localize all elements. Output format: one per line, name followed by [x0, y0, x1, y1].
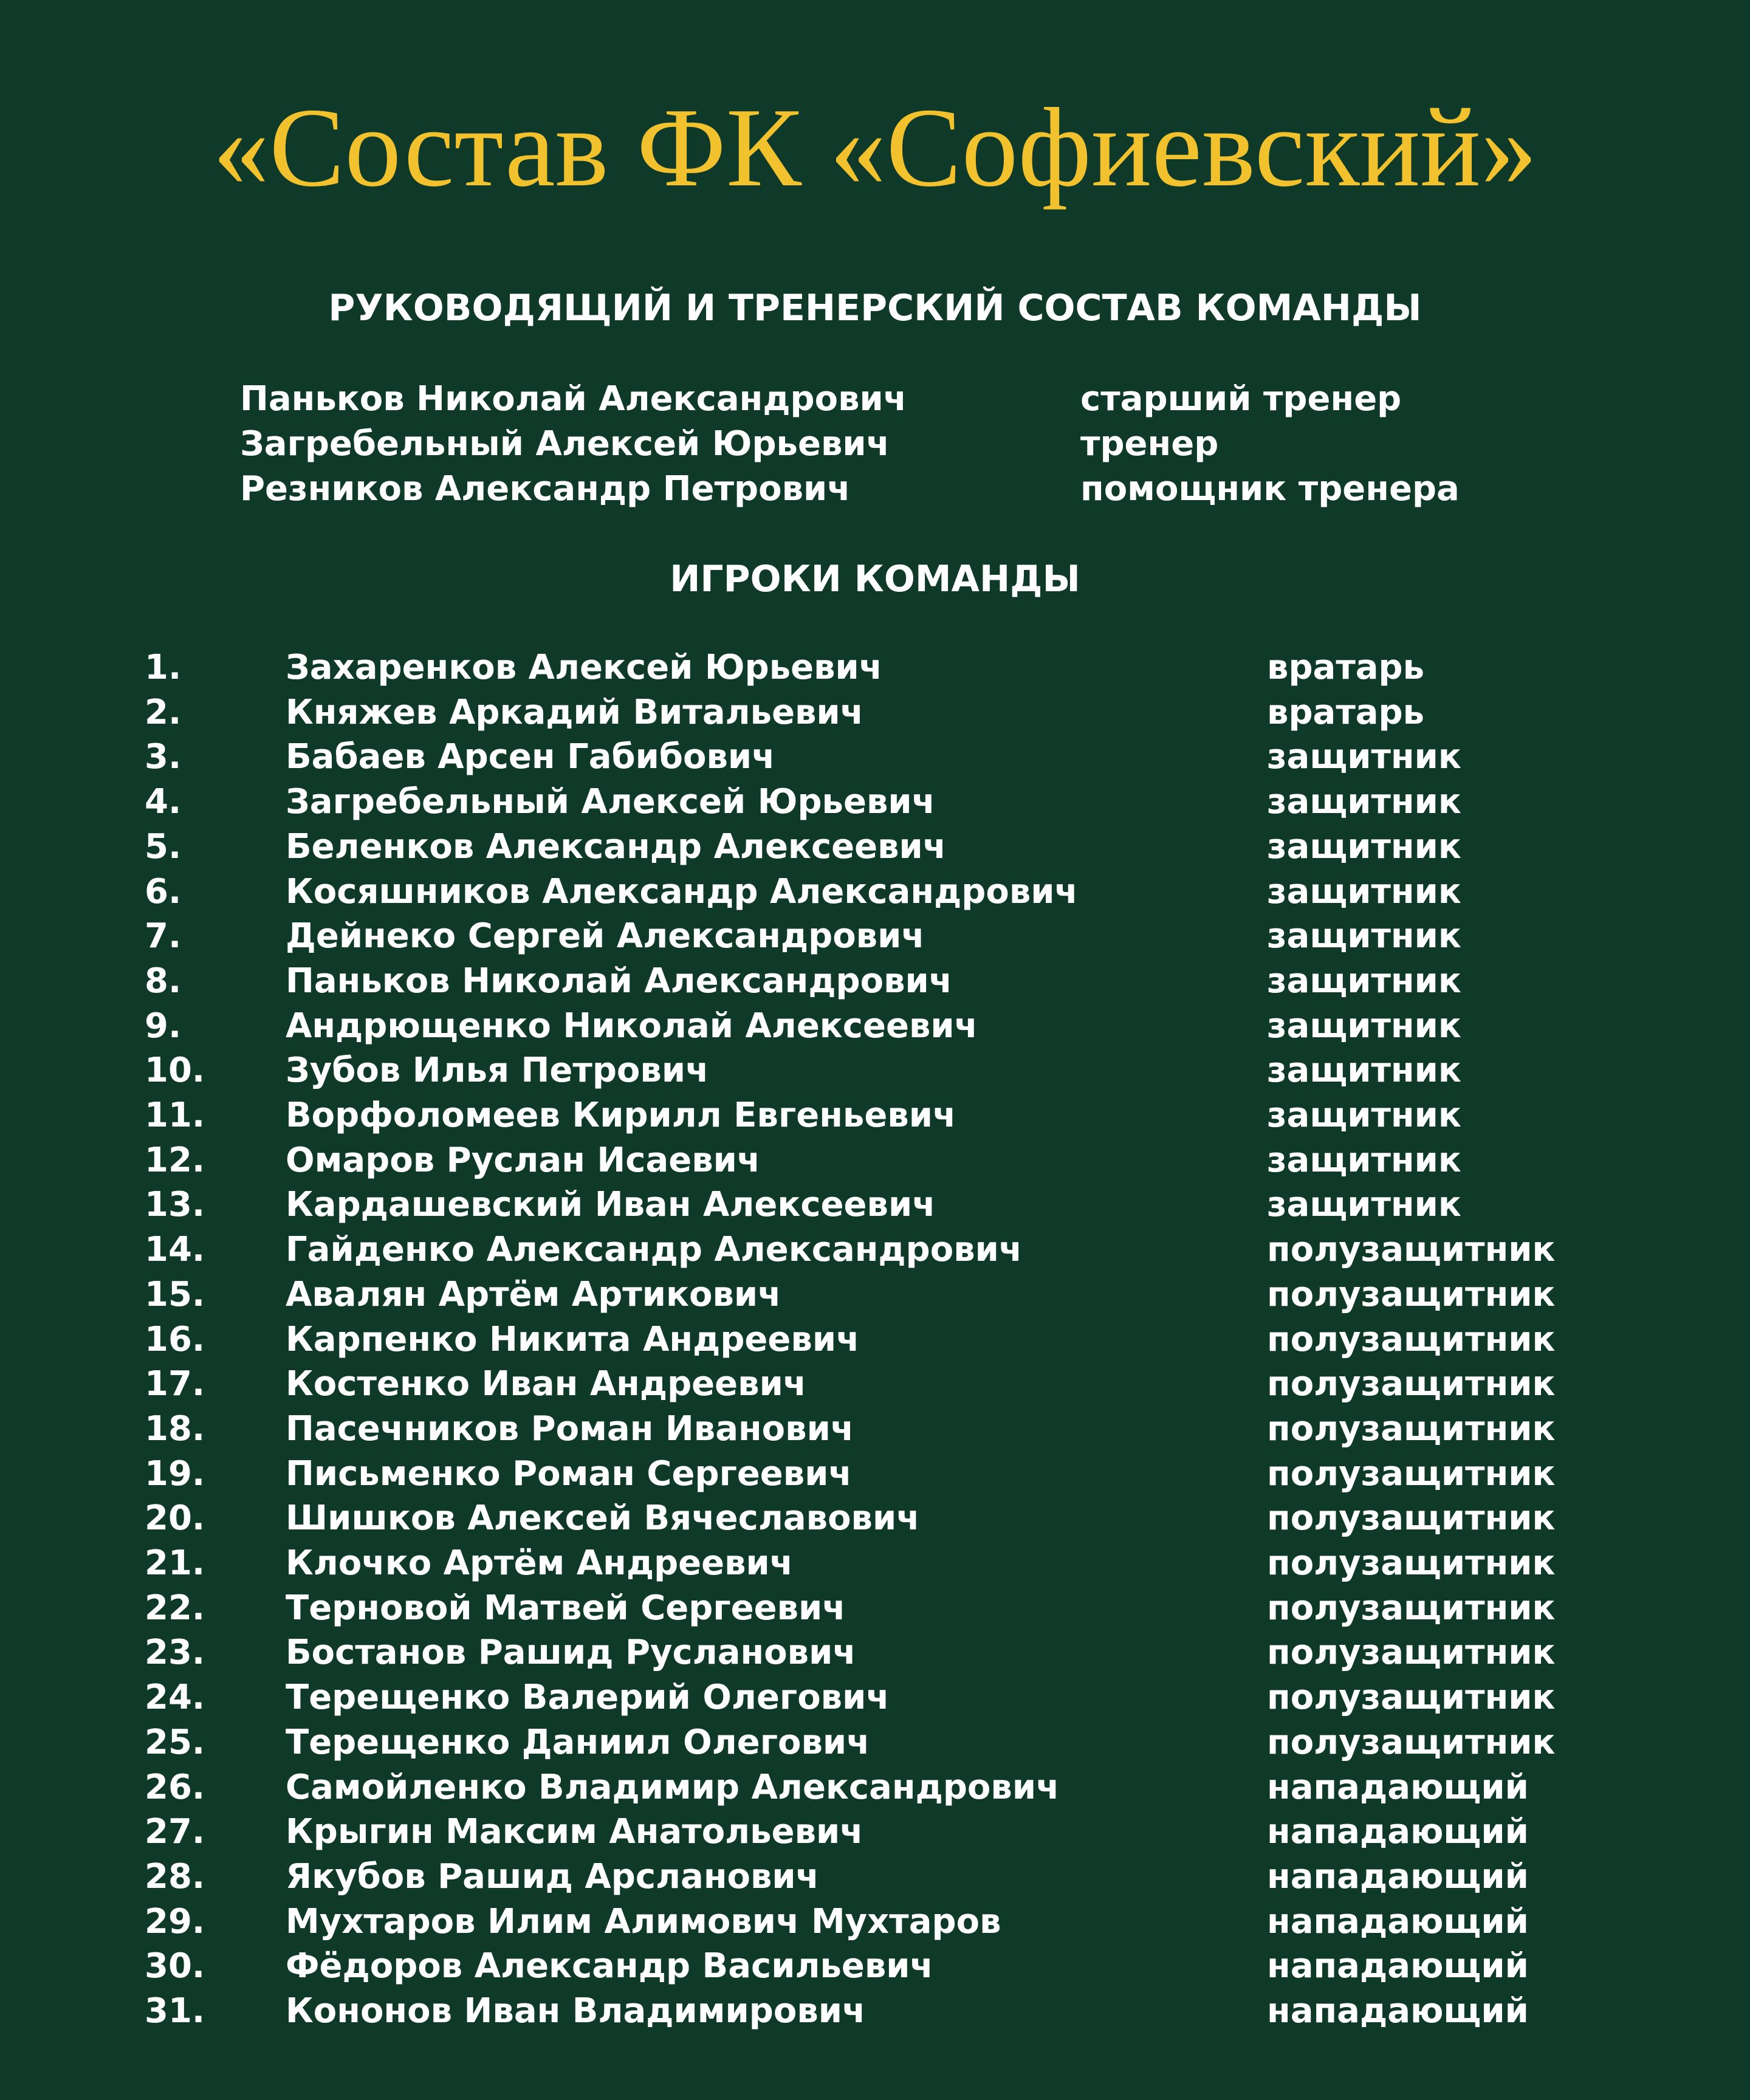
player-number: 29.: [145, 1901, 205, 1941]
player-position: защитник: [1267, 1140, 1461, 1180]
staff-role: тренер: [1080, 424, 1219, 464]
player-number: 31.: [145, 1991, 205, 2031]
player-number: 19.: [145, 1453, 205, 1494]
player-name: Захаренков Алексей Юрьевич: [286, 648, 883, 687]
player-name: Костенко Иван Андреевич: [286, 1364, 807, 1404]
player-position: полузащитник: [1267, 1633, 1556, 1673]
player-number: 21.: [145, 1543, 205, 1583]
player-number: 24.: [145, 1678, 205, 1718]
player-name: Терещенко Валерий Олегович: [286, 1678, 890, 1718]
player-name: Фёдоров Александр Васильевич: [286, 1946, 933, 1986]
player-number: 14.: [145, 1230, 205, 1270]
player-position: полузащитник: [1267, 1498, 1556, 1539]
player-name: Пасечников Роман Иванович: [286, 1409, 854, 1449]
page-title: «Состав ФК «Софиевский»: [213, 85, 1537, 210]
player-number: 20.: [145, 1498, 205, 1539]
player-position: нападающий: [1267, 1901, 1529, 1941]
player-name: Клочко Артём Андреевич: [286, 1543, 794, 1583]
player-number: 18.: [145, 1409, 205, 1449]
player-name: Терещенко Даниил Олегович: [286, 1722, 870, 1762]
player-position: защитник: [1267, 1096, 1461, 1135]
player-name: Шишков Алексей Вячеславович: [286, 1498, 920, 1539]
player-name: Терновой Матвей Сергеевич: [286, 1588, 846, 1628]
player-position: защитник: [1267, 826, 1461, 866]
staff-heading: РУКОВОДЯЩИЙ И ТРЕНЕРСКИЙ СОСТАВ КОМАНДЫ: [328, 287, 1422, 329]
player-number: 25.: [145, 1722, 205, 1762]
players-heading: ИГРОКИ КОМАНДЫ: [670, 558, 1080, 600]
player-number: 13.: [145, 1185, 205, 1225]
player-name: Зубов Илья Петрович: [286, 1051, 709, 1091]
player-name: Загребельный Алексей Юрьевич: [286, 782, 936, 822]
staff-role: старший тренер: [1080, 379, 1402, 419]
player-name: Дейнеко Сергей Александрович: [286, 916, 925, 956]
player-number: 22.: [145, 1588, 205, 1628]
player-name: Гайденко Александр Александрович: [286, 1230, 1023, 1270]
player-number: 16.: [145, 1319, 205, 1359]
staff-name: Загребельный Алексей Юрьевич: [240, 424, 890, 464]
player-name: Кардашевский Иван Алексеевич: [286, 1185, 936, 1225]
player-name: Бабаев Арсен Габибович: [286, 737, 775, 777]
player-name: Княжев Аркадий Витальевич: [286, 692, 864, 732]
player-position: защитник: [1267, 782, 1461, 822]
player-position: полузащитник: [1267, 1588, 1556, 1628]
player-number: 1.: [145, 648, 182, 687]
player-name: Авалян Артём Артикович: [286, 1274, 781, 1314]
player-position: защитник: [1267, 1006, 1461, 1046]
player-name: Самойленко Владимир Александрович: [286, 1767, 1060, 1807]
player-name: Андрющенко Николай Алексеевич: [286, 1006, 978, 1046]
player-number: 5.: [145, 826, 182, 866]
player-position: полузащитник: [1267, 1543, 1556, 1583]
player-position: полузащитник: [1267, 1274, 1556, 1314]
player-position: полузащитник: [1267, 1230, 1556, 1270]
player-position: защитник: [1267, 1185, 1461, 1225]
player-position: полузащитник: [1267, 1453, 1556, 1494]
player-number: 11.: [145, 1096, 205, 1135]
player-name: Бостанов Рашид Русланович: [286, 1633, 856, 1673]
player-position: нападающий: [1267, 1991, 1529, 2031]
player-position: нападающий: [1267, 1946, 1529, 1986]
player-position: нападающий: [1267, 1856, 1529, 1896]
player-name: Крыгин Максим Анатольевич: [286, 1812, 863, 1852]
player-name: Паньков Николай Александрович: [286, 961, 953, 1001]
player-number: 9.: [145, 1006, 182, 1046]
player-number: 6.: [145, 871, 182, 911]
player-name: Мухтаров Илим Алимович Мухтаров: [286, 1901, 1001, 1941]
player-name: Письменко Роман Сергеевич: [286, 1453, 852, 1494]
player-position: нападающий: [1267, 1812, 1529, 1852]
player-position: защитник: [1267, 916, 1461, 956]
player-number: 23.: [145, 1633, 205, 1673]
player-number: 10.: [145, 1051, 205, 1091]
player-name: Кононов Иван Владимирович: [286, 1991, 866, 2031]
staff-name: Паньков Николай Александрович: [240, 379, 907, 419]
player-name: Беленков Александр Алексеевич: [286, 826, 947, 866]
player-number: 15.: [145, 1274, 205, 1314]
player-position: вратарь: [1267, 692, 1425, 732]
player-position: полузащитник: [1267, 1364, 1556, 1404]
player-number: 3.: [145, 737, 182, 777]
player-number: 27.: [145, 1812, 205, 1852]
player-position: полузащитник: [1267, 1409, 1556, 1449]
player-position: вратарь: [1267, 648, 1425, 687]
player-position: защитник: [1267, 737, 1461, 777]
player-name: Омаров Руслан Исаевич: [286, 1140, 761, 1180]
player-number: 2.: [145, 692, 182, 732]
player-number: 4.: [145, 782, 182, 822]
player-position: защитник: [1267, 871, 1461, 911]
player-position: полузащитник: [1267, 1722, 1556, 1762]
player-number: 26.: [145, 1767, 205, 1807]
player-number: 30.: [145, 1946, 205, 1986]
player-number: 12.: [145, 1140, 205, 1180]
staff-role: помощник тренера: [1080, 469, 1460, 509]
player-position: нападающий: [1267, 1767, 1529, 1807]
player-position: защитник: [1267, 1051, 1461, 1091]
staff-name: Резников Александр Петрович: [240, 469, 851, 509]
player-number: 17.: [145, 1364, 205, 1404]
player-position: полузащитник: [1267, 1319, 1556, 1359]
player-name: Карпенко Никита Андреевич: [286, 1319, 860, 1359]
player-position: защитник: [1267, 961, 1461, 1001]
player-number: 7.: [145, 916, 182, 956]
player-name: Косяшников Александр Александрович: [286, 871, 1078, 911]
player-name: Якубов Рашид Арсланович: [286, 1856, 820, 1896]
player-position: полузащитник: [1267, 1678, 1556, 1718]
player-number: 28.: [145, 1856, 205, 1896]
player-name: Ворфоломеев Кирилл Евгеньевич: [286, 1096, 956, 1135]
player-number: 8.: [145, 961, 182, 1001]
